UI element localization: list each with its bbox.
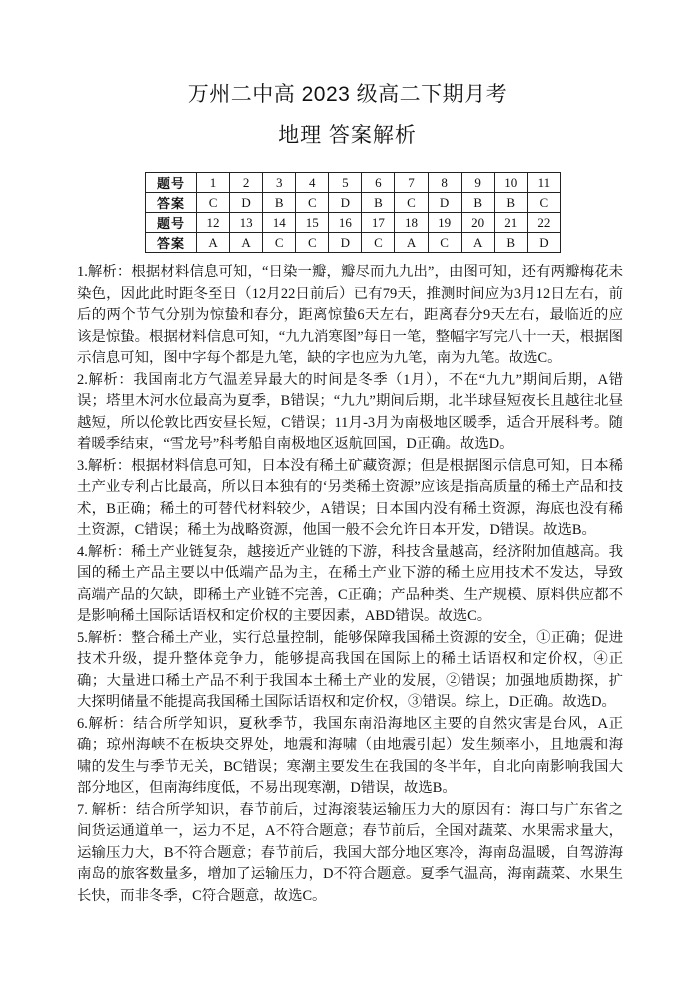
explanation-1: 1.解析：根据材料信息可知，“日染一瓣，瓣尽而九九出”，由图可知，还有两瓣梅花未染色，因此此时距冬至日（12月22日前后）已有79天，推测时间应为3月12日左右，前后的两个节气分别为惊蛰和春分，距离惊蛰6天左右，距离春分9天左右，最临近的应该是惊蛰。根据材料信息可知，“九九消寒图”每日一笔，整幅字写完八十一天，根据图示信息可知，图中字每个都是九笔，缺的字也应为九笔，南为九笔。故选C。 [77, 264, 623, 366]
row-label: 题号 [146, 173, 197, 193]
table-cell: A [230, 233, 263, 253]
table-cell: C [263, 233, 296, 253]
table-cell: 4 [296, 173, 329, 193]
table-cell: 18 [395, 213, 428, 233]
row-label: 答案 [146, 193, 197, 213]
answer-table [145, 172, 561, 253]
table-row-answers-1 [146, 193, 561, 213]
table-cell: D [428, 193, 461, 213]
explanation-2: 2.解析：我国南北方气温差异最大的时间是冬季（1月），不在“九九”期间后期，A错误；塔里木河水位最高为夏季，B错误；“九九”期间后期，北半球昼短夜长且越往北昼越短，所以伦敦比西安昼长短，C错误；11月-3月为南极地区暖季，适合开展科考。随着暖季结束，“雪龙号”科考船自南极地区返航回国，D正确。故选D。 [77, 371, 623, 452]
table-cell: C [527, 193, 560, 213]
explanation-7: 7. 解析：结合所学知识，春节前后，过海滚装运输压力大的原因有：海口与广东省之间货运通道单一，运力不足，A不符合题意；春节前后，全国对蔬菜、水果需求量大，运输压力大，B不符合题意；春节前后，我国大部分地区寒冷，海南岛温暖，自驾游海南岛的旅客数量多，增加了运输压力，D不符合题意。夏季气温高，海南蔬菜、水果生长快，而非冬季，C符合题意，故选C。 [77, 801, 623, 904]
table-cell: 10 [494, 173, 527, 193]
table-cell: 20 [461, 213, 494, 233]
page-subtitle: 地理 答案解析 [278, 124, 417, 147]
row-label: 答案 [146, 233, 197, 253]
explanation-5: 5.解析：整合稀土产业，实行总量控制，能够保障我国稀土资源的安全，①正确；促进技术升级，提升整体竞争力，能够提高我国在国际上的稀土话语权和定价权，④正确；大量进口稀土产品不利于我国本土稀土产业的发展，②错误；加强地质勘探，扩大探明储量不能提高我国稀土国际话语权和定价权，③错误。综上，D正确。故选D。 [77, 629, 623, 710]
table-cell: D [329, 233, 362, 253]
table-cell: 11 [527, 173, 560, 193]
table-cell: B [461, 193, 494, 213]
table-cell: C [296, 233, 329, 253]
table-cell: 19 [428, 213, 461, 233]
explanation-3: 3.解析：根据材料信息可知，日本没有稀土矿藏资源；但是根据图示信息可知，日本稀土产业专利占比最高，所以日本独有的‘另类稀土资源”应该是指高质量的稀土产品和技术，B正确；稀土的可替代材料较少，A错误；日本国内没有稀土资源，海底也没有稀土资源，C错误；稀土为战略资源，他国一般不会允许日本开发，D错误。故选B。 [77, 457, 623, 538]
table-cell: B [263, 193, 296, 213]
table-cell: 15 [296, 213, 329, 233]
table-cell: 17 [362, 213, 395, 233]
table-row-numbers-1 [146, 173, 561, 193]
explanations [77, 262, 623, 907]
table-cell: 5 [329, 173, 362, 193]
table-cell: 21 [494, 213, 527, 233]
table-row-answers-2 [146, 233, 561, 253]
table-cell: D [527, 233, 560, 253]
row-label: 题号 [146, 213, 197, 233]
table-cell: 2 [230, 173, 263, 193]
page-title: 万州二中高 2023 级高二下期月考 [187, 83, 508, 106]
table-cell: C [428, 233, 461, 253]
table-cell: C [362, 233, 395, 253]
table-cell: 7 [395, 173, 428, 193]
table-cell: 14 [263, 213, 296, 233]
table-cell: 8 [428, 173, 461, 193]
table-row-numbers-2 [146, 213, 561, 233]
table-cell: A [197, 233, 230, 253]
table-cell: 12 [197, 213, 230, 233]
table-cell: 9 [461, 173, 494, 193]
table-cell: B [362, 193, 395, 213]
explanation-6: 6.解析：结合所学知识，夏秋季节，我国东南沿海地区主要的自然灾害是台风，A正确；琼州海峡不在板块交界处，地震和海啸（由地震引起）发生频率小，且地震和海啸的发生与季节无关，BC错误；寒潮主要发生在我国的冬半年，自北向南影响我国大部分地区，但南海纬度低，不易出现寒潮，D错误，故选B。 [77, 715, 623, 796]
table-cell: D [329, 193, 362, 213]
table-cell: B [494, 193, 527, 213]
table-cell: 22 [527, 213, 560, 233]
table-cell: 16 [329, 213, 362, 233]
table-cell: C [197, 193, 230, 213]
table-cell: 13 [230, 213, 263, 233]
explanation-4: 4.解析：稀土产业链复杂，越接近产业链的下游，科技含量越高，经济附加值越高。我国的稀土产品主要以中低端产品为主，在稀土产业下游的稀土应用技术不发达，导致高端产品的欠缺，即稀土产业链不完善，C正确；产品种类、生产规模、原料供应都不是影响稀土国际话语权和定价权的主要因素，ABD错误。故选C。 [77, 543, 623, 624]
table-cell: 1 [197, 173, 230, 193]
table-cell: A [461, 233, 494, 253]
table-cell: D [230, 193, 263, 213]
table-cell: 6 [362, 173, 395, 193]
table-cell: C [296, 193, 329, 213]
table-cell: 3 [263, 173, 296, 193]
table-cell: C [395, 193, 428, 213]
table-cell: A [395, 233, 428, 253]
table-cell: B [494, 233, 527, 253]
